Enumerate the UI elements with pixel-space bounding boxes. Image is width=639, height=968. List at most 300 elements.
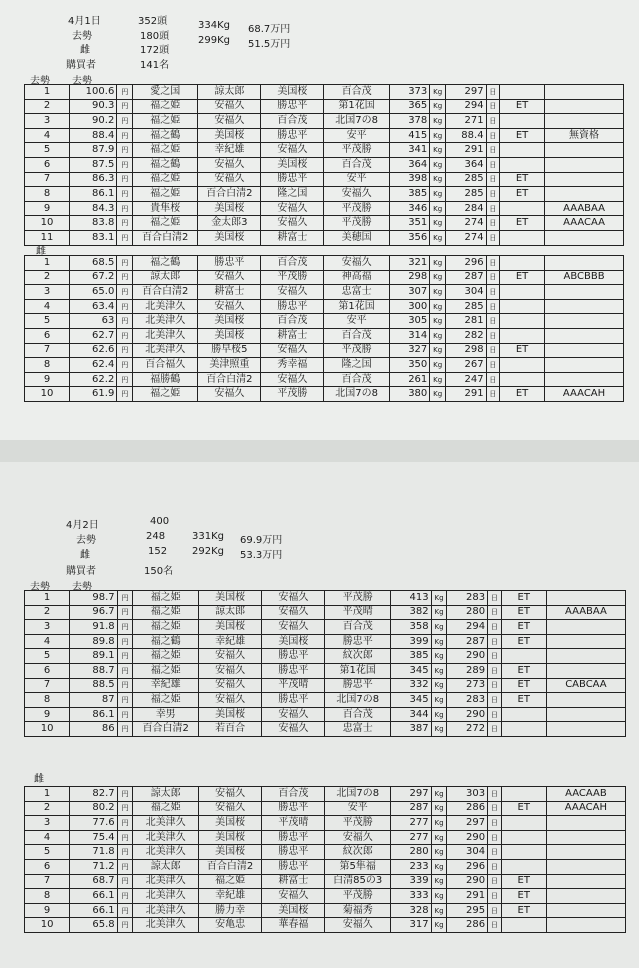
et-mark: ET (501, 678, 546, 693)
row-number: 1 (25, 787, 70, 802)
et-mark: ET (501, 591, 546, 606)
weight: 345 (390, 663, 431, 678)
great-grand-sire: 美穂国 (324, 230, 389, 245)
yen-unit: 円 (117, 114, 133, 129)
row-number: 10 (25, 216, 70, 231)
sire: 諒太郎 (133, 859, 199, 874)
kg-unit: Kg (430, 114, 446, 129)
great-grand-sire: 百合茂 (324, 157, 389, 172)
sire: 福之姫 (133, 663, 199, 678)
days: 304 (446, 285, 487, 300)
sire: 諒太郎 (133, 787, 199, 802)
days: 284 (446, 201, 487, 216)
et-mark (500, 201, 545, 216)
yen-unit: 円 (117, 707, 133, 722)
kg-unit: Kg (431, 620, 447, 635)
weight: 346 (389, 201, 430, 216)
great-grand-sire: 百合茂 (324, 372, 389, 387)
weight: 280 (390, 845, 431, 860)
day-unit: 日 (488, 874, 502, 889)
weight: 387 (390, 722, 431, 737)
sire: 北美津久 (133, 918, 199, 933)
days: 290 (447, 830, 488, 845)
great-grand-sire: 安平 (325, 801, 391, 816)
yen-unit: 円 (117, 372, 133, 387)
dam-sire: 安福久 (198, 663, 261, 678)
grade-note (546, 903, 625, 918)
days: 273 (447, 678, 488, 693)
total-count: 352頭 (138, 16, 168, 27)
day-unit: 日 (488, 816, 502, 831)
grand-sire: 安福久 (261, 285, 324, 300)
steer-col-label-2: 去勢 (72, 582, 92, 593)
yen-unit: 円 (117, 201, 133, 216)
great-grand-sire: 平茂勝 (324, 343, 389, 358)
grand-sire: 安福久 (261, 216, 324, 231)
price: 68.5 (70, 256, 117, 271)
row-number: 1 (25, 256, 70, 271)
dam-sire: 勝力幸 (198, 903, 261, 918)
sire: 福之姫 (133, 99, 198, 114)
dam-sire: 美国桜 (198, 591, 261, 606)
table-row (25, 620, 626, 635)
table-row (25, 387, 624, 402)
days: 280 (447, 605, 488, 620)
table-row (25, 201, 624, 216)
great-grand-sire: 第5隼福 (325, 859, 391, 874)
steer-price: 68.7万円 (248, 24, 291, 35)
grand-sire: 勝忠平 (262, 845, 325, 860)
price: 86.3 (70, 172, 117, 187)
kg-unit: Kg (431, 693, 447, 708)
yen-unit: 円 (117, 216, 133, 231)
great-grand-sire: 百合茂 (325, 707, 391, 722)
grade-note (545, 372, 624, 387)
steer-weight: 331Kg (192, 531, 224, 542)
dam-sire: 百合白清2 (198, 859, 261, 874)
dam-sire: 美津照重 (198, 358, 261, 373)
grade-note (545, 85, 624, 100)
price: 62.6 (70, 343, 117, 358)
yen-unit: 円 (117, 663, 133, 678)
yen-unit: 円 (117, 328, 133, 343)
weight: 277 (390, 816, 431, 831)
row-number: 2 (25, 605, 70, 620)
great-grand-sire: 隆之国 (324, 358, 389, 373)
price: 86.1 (70, 707, 117, 722)
table-row (25, 230, 624, 245)
great-grand-sire: 紋次郎 (325, 649, 391, 664)
grade-note: AAACAH (546, 801, 625, 816)
day-unit: 日 (486, 114, 500, 129)
grand-sire: 美国桜 (261, 85, 324, 100)
weight: 365 (389, 99, 430, 114)
great-grand-sire: 第1花国 (324, 99, 389, 114)
day-unit: 日 (486, 328, 500, 343)
grade-note: AAABAA (545, 201, 624, 216)
row-number: 11 (25, 230, 70, 245)
dam-sire: 安福久 (198, 693, 261, 708)
grade-note: ABCBBB (545, 270, 624, 285)
weight: 297 (390, 787, 431, 802)
price: 96.7 (70, 605, 117, 620)
yen-unit: 円 (117, 99, 133, 114)
row-number: 1 (25, 591, 70, 606)
kg-unit: Kg (431, 634, 447, 649)
kg-unit: Kg (431, 649, 447, 664)
days: 291 (447, 889, 488, 904)
et-mark: ET (501, 903, 546, 918)
table-row (25, 787, 626, 802)
et-mark (501, 816, 546, 831)
table-row (25, 591, 626, 606)
dam-sire: 美国桜 (198, 707, 261, 722)
day-unit: 日 (488, 605, 502, 620)
dam-sire: 美国桜 (198, 201, 261, 216)
days: 283 (447, 693, 488, 708)
grand-sire: 耕富士 (262, 874, 325, 889)
grade-note (546, 693, 625, 708)
grand-sire: 平茂勝 (261, 270, 324, 285)
table-row (25, 85, 624, 100)
sire: 北美津久 (133, 845, 199, 860)
day-unit: 日 (486, 270, 500, 285)
day-unit: 日 (486, 358, 500, 373)
great-grand-sire: 紋次郎 (325, 845, 391, 860)
grand-sire: 安福久 (262, 591, 325, 606)
buyers-count: 141名 (140, 60, 170, 71)
dam-sire: 安福久 (198, 649, 261, 664)
kg-unit: Kg (430, 157, 446, 172)
day-unit: 日 (486, 216, 500, 231)
et-mark: ET (501, 874, 546, 889)
et-mark: ET (500, 387, 545, 402)
table-row (25, 328, 624, 343)
weight: 277 (390, 830, 431, 845)
days: 294 (446, 99, 487, 114)
dam-sire: 諒太郎 (198, 605, 261, 620)
table-row (25, 889, 626, 904)
days: 287 (447, 634, 488, 649)
steer-price: 69.9万円 (240, 535, 283, 546)
dam-sire: 美国桜 (198, 128, 261, 143)
steer-col-label: 去勢 (30, 582, 50, 593)
table-row (25, 343, 624, 358)
dam-sire: 安福久 (198, 387, 261, 402)
dam-sire: 美国桜 (198, 620, 261, 635)
price: 83.1 (70, 230, 117, 245)
kg-unit: Kg (430, 172, 446, 187)
dam-sire: 美国桜 (198, 830, 261, 845)
dam-sire: 金太郎3 (198, 216, 261, 231)
heifer-label: 雌 (80, 45, 90, 56)
grand-sire: 百合茂 (261, 314, 324, 329)
table-row (25, 693, 626, 708)
grade-note (545, 157, 624, 172)
day-unit: 日 (486, 85, 500, 100)
sire: 福之姫 (133, 387, 198, 402)
price: 61.9 (70, 387, 117, 402)
yen-unit: 円 (117, 693, 133, 708)
grand-sire: 勝忠平 (262, 663, 325, 678)
weight: 364 (389, 157, 430, 172)
day-unit: 日 (488, 722, 502, 737)
grade-note (545, 187, 624, 202)
sire: 福之姫 (133, 605, 199, 620)
sire: 福之鶴 (133, 634, 199, 649)
heifer-weight: 299Kg (198, 35, 230, 46)
kg-unit: Kg (431, 663, 447, 678)
table-row (25, 114, 624, 129)
grade-note (546, 722, 625, 737)
grade-note: AACAAB (546, 787, 625, 802)
great-grand-sire: 安福久 (325, 830, 391, 845)
grand-sire: 平茂勝 (261, 387, 324, 402)
days: 285 (446, 172, 487, 187)
price: 90.3 (70, 99, 117, 114)
table-row (25, 99, 624, 114)
heifer-price: 53.3万円 (240, 550, 283, 561)
days: 290 (447, 707, 488, 722)
grade-note (545, 328, 624, 343)
grand-sire: 平茂晴 (262, 816, 325, 831)
row-number: 7 (25, 172, 70, 187)
table-row (25, 358, 624, 373)
sire: 幸紀雄 (133, 678, 199, 693)
days: 271 (446, 114, 487, 129)
sire: 北美津久 (133, 816, 199, 831)
dam-sire: 百合白清2 (198, 372, 261, 387)
price: 87 (70, 693, 117, 708)
grand-sire: 勝忠平 (262, 859, 325, 874)
et-mark (500, 114, 545, 129)
days: 286 (447, 918, 488, 933)
sire: 福之姫 (133, 620, 199, 635)
sire: 北美津久 (133, 903, 199, 918)
days: 290 (447, 649, 488, 664)
et-mark: ET (500, 270, 545, 285)
dam-sire: 安福久 (198, 678, 261, 693)
dam-sire: 耕富士 (198, 285, 261, 300)
grade-note (545, 314, 624, 329)
weight: 333 (390, 889, 431, 904)
great-grand-sire: 平茂勝 (324, 216, 389, 231)
sire: 福之鶴 (133, 256, 198, 271)
price: 89.8 (70, 634, 117, 649)
dam-sire: 美国桜 (198, 230, 261, 245)
table-row (25, 256, 624, 271)
row-number: 9 (25, 707, 70, 722)
table-row (25, 270, 624, 285)
price: 65.8 (70, 918, 117, 933)
table-row (25, 663, 626, 678)
great-grand-sire: 第1花国 (325, 663, 391, 678)
weight: 399 (390, 634, 431, 649)
kg-unit: Kg (430, 328, 446, 343)
dam-sire: 福之姫 (198, 874, 261, 889)
days: 297 (446, 85, 487, 100)
grand-sire: 百合茂 (261, 256, 324, 271)
grand-sire: 隆之国 (261, 187, 324, 202)
steer-col-label: 去勢 (30, 76, 50, 87)
row-number: 5 (25, 649, 70, 664)
kg-unit: Kg (431, 859, 447, 874)
sire: 福之姫 (133, 591, 199, 606)
price: 68.7 (70, 874, 117, 889)
days: 282 (446, 328, 487, 343)
et-mark: ET (501, 620, 546, 635)
table-row (25, 299, 624, 314)
great-grand-sire: 安平 (324, 128, 389, 143)
dam-sire: 美国桜 (198, 328, 261, 343)
row-number: 4 (25, 128, 70, 143)
price: 90.2 (70, 114, 117, 129)
day-unit: 日 (488, 678, 502, 693)
dam-sire: 安亀忠 (198, 918, 261, 933)
weight: 378 (389, 114, 430, 129)
buyers-count: 150名 (144, 566, 174, 577)
sire: 百合福久 (133, 358, 198, 373)
heifer-count: 172頭 (140, 45, 170, 56)
row-number: 3 (25, 816, 70, 831)
weight: 356 (389, 230, 430, 245)
table-row (25, 707, 626, 722)
grand-sire: 勝忠平 (262, 830, 325, 845)
et-mark (500, 358, 545, 373)
et-mark (501, 707, 546, 722)
row-number: 8 (25, 889, 70, 904)
great-grand-sire: 平茂勝 (325, 889, 391, 904)
heifer-section-label: 雌 (34, 774, 44, 785)
day-unit: 日 (488, 801, 502, 816)
sire: 福勝鶴 (133, 372, 198, 387)
yen-unit: 円 (117, 918, 133, 933)
great-grand-sire: 勝忠平 (325, 634, 391, 649)
dam-sire: 安福久 (198, 787, 261, 802)
day-unit: 日 (486, 99, 500, 114)
row-number: 3 (25, 285, 70, 300)
weight: 413 (390, 591, 431, 606)
dam-sire: 安福久 (198, 99, 261, 114)
et-mark (501, 859, 546, 874)
day-unit: 日 (486, 256, 500, 271)
days: 297 (447, 816, 488, 831)
grand-sire: 勝忠平 (261, 128, 324, 143)
weight: 287 (390, 801, 431, 816)
row-number: 4 (25, 830, 70, 845)
yen-unit: 円 (117, 172, 133, 187)
grade-note (546, 707, 625, 722)
weight: 385 (390, 649, 431, 664)
kg-unit: Kg (431, 722, 447, 737)
yen-unit: 円 (117, 801, 133, 816)
yen-unit: 円 (117, 874, 133, 889)
dam-sire: 美国桜 (198, 314, 261, 329)
grade-note (545, 358, 624, 373)
grand-sire: 秀幸福 (261, 358, 324, 373)
sire: 福之姫 (133, 114, 198, 129)
grand-sire: 勝忠平 (262, 649, 325, 664)
yen-unit: 円 (117, 903, 133, 918)
great-grand-sire: 北国7の8 (324, 387, 389, 402)
weight: 327 (389, 343, 430, 358)
buyers-label: 購買者 (66, 60, 96, 71)
grade-note (546, 874, 625, 889)
yen-unit: 円 (117, 859, 133, 874)
kg-unit: Kg (430, 314, 446, 329)
row-number: 9 (25, 201, 70, 216)
price: 71.2 (70, 859, 117, 874)
steer-table-day2 (24, 590, 626, 737)
great-grand-sire: 平茂勝 (325, 591, 391, 606)
et-mark (500, 314, 545, 329)
yen-unit: 円 (117, 845, 133, 860)
table-row (25, 285, 624, 300)
yen-unit: 円 (117, 620, 133, 635)
great-grand-sire: 百合茂 (324, 328, 389, 343)
row-number: 5 (25, 845, 70, 860)
dam-sire: 幸紀雄 (198, 889, 261, 904)
row-number: 5 (25, 143, 70, 158)
weight: 328 (390, 903, 431, 918)
yen-unit: 円 (117, 816, 133, 831)
great-grand-sire: 白清85の3 (325, 874, 391, 889)
yen-unit: 円 (117, 605, 133, 620)
yen-unit: 円 (117, 187, 133, 202)
yen-unit: 円 (117, 314, 133, 329)
et-mark (500, 285, 545, 300)
yen-unit: 円 (117, 128, 133, 143)
day-unit: 日 (488, 787, 502, 802)
grand-sire: 平茂晴 (262, 678, 325, 693)
dam-sire: 安福久 (198, 270, 261, 285)
sire: 福之鶴 (133, 128, 198, 143)
great-grand-sire: 安平 (324, 314, 389, 329)
days: 295 (447, 903, 488, 918)
days: 291 (446, 387, 487, 402)
heifer-table-day1 (24, 255, 624, 402)
row-number: 9 (25, 372, 70, 387)
kg-unit: Kg (430, 387, 446, 402)
yen-unit: 円 (117, 787, 133, 802)
weight: 321 (389, 256, 430, 271)
et-mark (500, 143, 545, 158)
great-grand-sire: 安福久 (325, 918, 391, 933)
date-label: 4月1日 (68, 16, 101, 27)
grade-note (545, 256, 624, 271)
et-mark (500, 85, 545, 100)
kg-unit: Kg (431, 591, 447, 606)
grade-note (546, 889, 625, 904)
great-grand-sire: 安福久 (324, 256, 389, 271)
et-mark: ET (501, 889, 546, 904)
kg-unit: Kg (430, 270, 446, 285)
grand-sire: 安福久 (261, 372, 324, 387)
dam-sire: 若百合 (198, 722, 261, 737)
sire: 北美津久 (133, 343, 198, 358)
day-unit: 日 (486, 201, 500, 216)
weight: 385 (389, 187, 430, 202)
days: 247 (446, 372, 487, 387)
grand-sire: 耕富士 (261, 328, 324, 343)
days: 281 (446, 314, 487, 329)
grade-note: AAABAA (546, 605, 625, 620)
et-mark: ET (500, 172, 545, 187)
weight: 344 (390, 707, 431, 722)
sire: 北美津久 (133, 314, 198, 329)
grade-note (545, 99, 624, 114)
day-unit: 日 (488, 693, 502, 708)
